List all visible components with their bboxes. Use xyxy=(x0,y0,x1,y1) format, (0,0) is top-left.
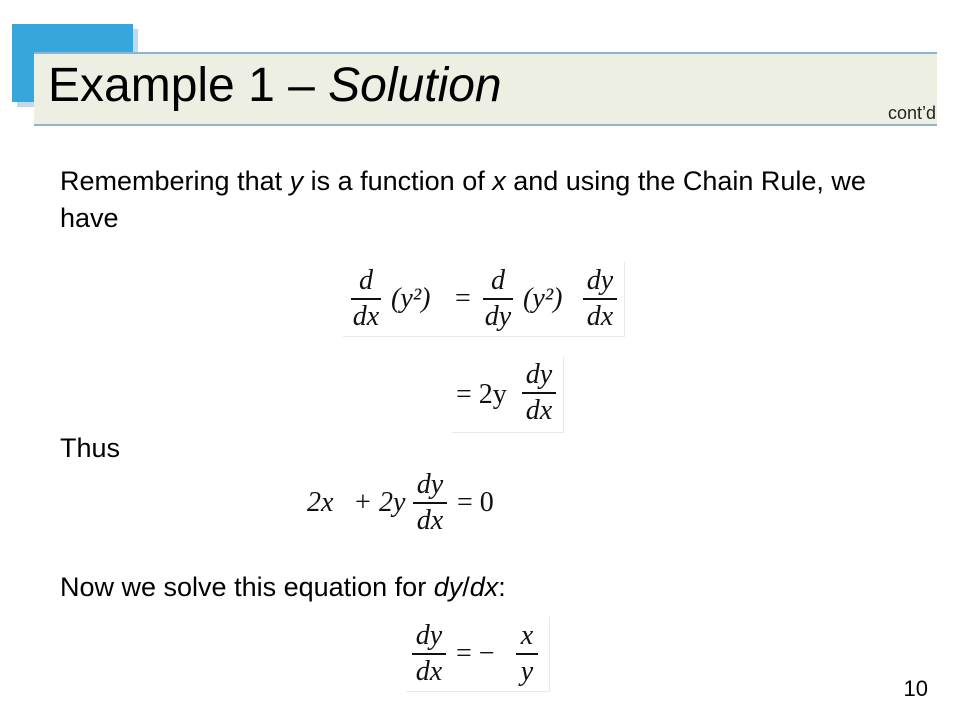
frac-num: x xyxy=(520,620,534,651)
frac-d-dx xyxy=(351,266,381,332)
paragraph-solve xyxy=(60,569,506,606)
equals-zero: = 0 xyxy=(457,487,494,518)
frac-num: d xyxy=(359,265,373,296)
equation-result xyxy=(452,356,564,433)
equation-chain-rule xyxy=(343,262,625,337)
frac-x-y xyxy=(516,621,538,687)
frac-den: dx xyxy=(352,301,380,332)
equation-solution xyxy=(406,617,550,692)
frac-dy-dx xyxy=(583,266,617,332)
para3-colon: : xyxy=(498,572,506,602)
title-main: Example 1 – xyxy=(48,59,329,112)
frac-den: dx xyxy=(525,395,553,426)
para1-text-a: Remembering that xyxy=(60,166,290,196)
term-2y: = 2y xyxy=(456,379,507,410)
frac-num: dy xyxy=(415,620,443,651)
frac-den: dy xyxy=(484,301,512,332)
equals-sign: = xyxy=(455,283,471,314)
paragraph-thus: Thus xyxy=(60,433,121,463)
frac-num: dy xyxy=(525,359,553,390)
frac-den: dx xyxy=(586,301,614,332)
frac-dy-dx xyxy=(412,621,446,687)
para1-var-x: x xyxy=(492,166,506,196)
title-italic: Solution xyxy=(328,59,502,112)
frac-num: dy xyxy=(416,469,444,500)
frac-dy-dx xyxy=(522,360,556,426)
para3-dx: dx xyxy=(469,572,499,602)
slide-title xyxy=(48,58,502,114)
term-2x: 2x xyxy=(307,487,334,518)
page-number: 10 xyxy=(903,676,928,701)
term-2y: 2y xyxy=(379,487,406,518)
plus-sign: + xyxy=(355,487,371,518)
term-y-squared: (y²) xyxy=(523,283,563,314)
frac-den: dx xyxy=(415,656,443,687)
para3-slash: / xyxy=(462,572,470,602)
equals-minus: = − xyxy=(456,638,495,669)
frac-dy-dx xyxy=(413,470,447,536)
frac-den: dx xyxy=(416,505,444,536)
frac-num: d xyxy=(491,265,505,296)
frac-den: y xyxy=(520,656,534,687)
paragraph-chain-rule xyxy=(60,163,900,237)
continued-label: cont’d xyxy=(887,103,936,123)
para1-text-c: and using the Chain Rule, we have xyxy=(60,166,866,233)
para3-dy: dy xyxy=(433,572,463,602)
term-y-squared: (y²) xyxy=(391,283,431,314)
title-rule-bottom xyxy=(34,124,937,126)
para3-text: Now we solve this equation for xyxy=(60,572,434,602)
frac-num: dy xyxy=(586,265,614,296)
title-rule-top xyxy=(34,52,937,54)
para1-text-b: is a function of xyxy=(303,166,493,196)
para1-var-y: y xyxy=(289,166,304,196)
equation-implicit xyxy=(303,470,510,536)
frac-d-dy xyxy=(483,266,513,332)
